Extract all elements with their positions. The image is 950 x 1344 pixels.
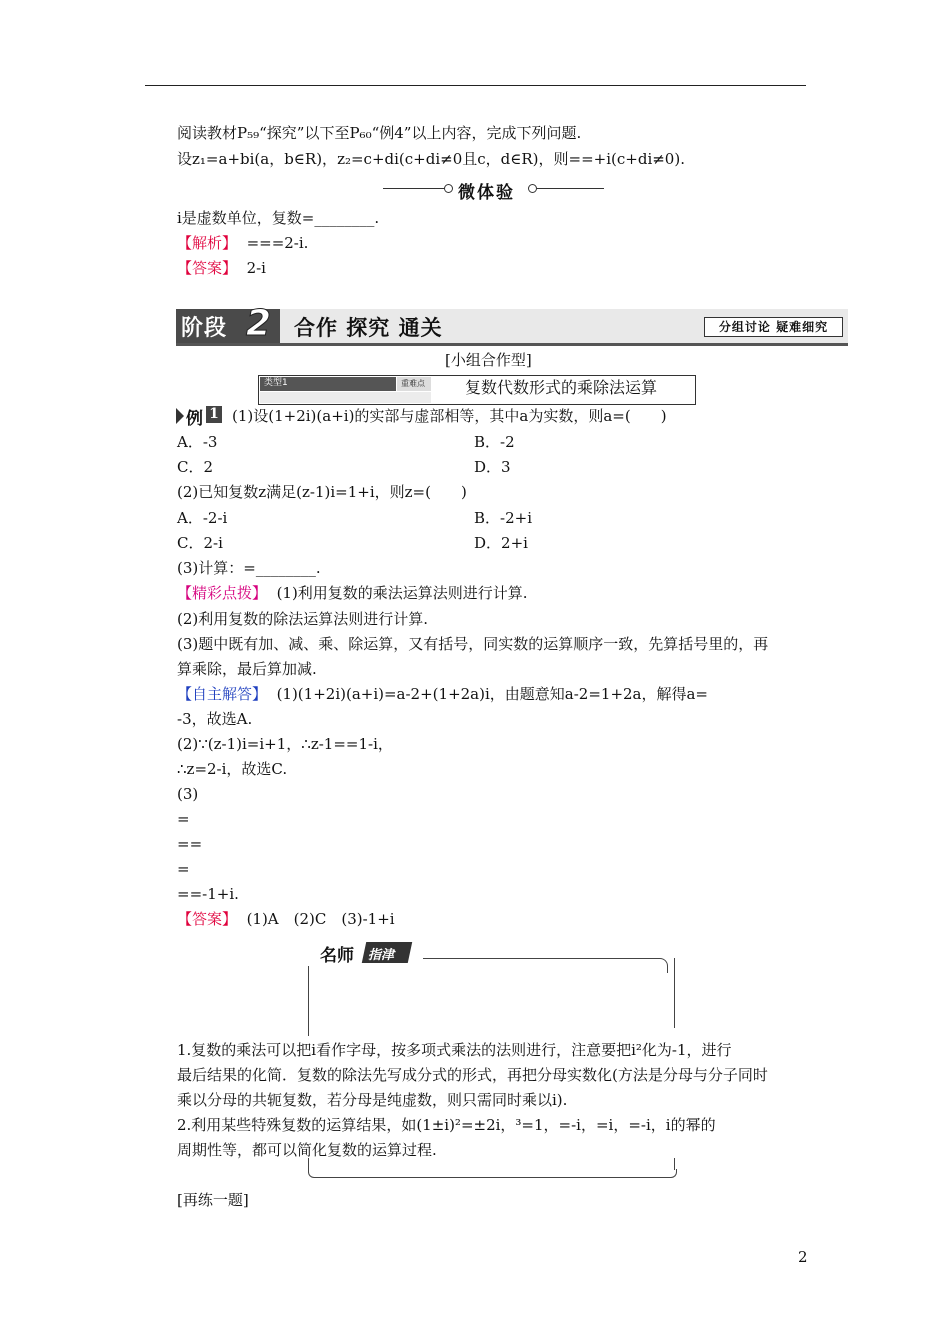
banner-left-line [383,188,445,189]
final-answer-text: (1)A (2)C (3)-1+i [246,910,395,928]
question-3: (3)计算：=________. [177,559,321,577]
final-answer-label: 【答案】 [177,910,238,928]
solution-line-5: (3) [177,785,199,803]
banner-right-line [537,188,604,189]
formula-z2: z₂=c+di(c+di≠0且c，d∈R)， [337,150,554,168]
group-type: [小组合作型] [445,351,532,369]
page-number: 2 [798,1248,808,1266]
header-rule [145,85,806,86]
formula-prefix: 设 [177,150,193,168]
formula-rest: 则==+i(c+di≠0). [553,150,685,168]
note-p1-line-3: 乘以分母的共轭复数，若分母是纯虚数，则只需同时乘以i). [177,1091,568,1109]
solution-line-3: (2)∵(z-1)i=i+1，∴z-1==1-i， [177,735,393,753]
stage-label: 阶段 [181,316,228,341]
solution-line-8: = [177,860,190,878]
micro-analysis [177,233,308,253]
micro-answer [177,258,266,278]
stage-title: 合作 探究 通关 [294,316,443,340]
solution-line-2: -3，故选A. [177,710,253,728]
stage-tag: 分组讨论 疑难细究 [704,317,843,337]
final-answer [177,909,395,929]
example-number: 1 [206,406,222,423]
answer-text: 2-i [246,259,266,277]
teacher-note-subtitle: 指津 [368,948,395,963]
type-title: 复数代数形式的乘除法运算 [465,378,658,397]
solution-line-1 [177,684,708,704]
question-1: (1)设(1+2i)(a+i)的实部与虚部相等，其中a为实数，则a=( ) [232,407,667,425]
division-formula [177,149,685,169]
solution-line-9: ==-1+i. [177,885,239,903]
hint-line-3: (3)题中既有加、减、乘、除运算，又有括号，同实数的运算顺序一致，先算括号里的，再 [177,635,769,653]
q2-option-b: B．-2+i [474,509,533,527]
q1-option-a: A．-3 [177,433,218,451]
hint-line-2: (2)利用复数的除法运算法则进行计算. [177,610,429,628]
q1-option-d: D．3 [474,458,511,476]
note-p1-line-2: 最后结果的化简．复数的除法先写成分式的形式，再把分母实数化(方法是分母与分子同时 [177,1066,768,1084]
solution-line-4: ∴z=2-i，故选C. [177,760,288,778]
banner-right-dot [528,184,537,193]
type-difficulty: 重难点 [401,379,425,388]
reading-instruction: 阅读教材P₅₉“探究”以下至P₆₀“例4”以上内容，完成下列问题. [177,124,582,142]
solution-line-7: == [177,835,203,853]
hint-text-1: (1)利用复数的乘法运算法则进行计算. [276,584,528,602]
q1-option-b: B．-2 [474,433,515,451]
solution-text-1: (1)(1+2i)(a+i)=a-2+(1+2a)i，由题意知a-2=1+2a，解得a= [276,685,709,703]
note-p1-line-1: 1.复数的乘法可以把i看作字母，按多项式乘法的法则进行，注意要把i²化为-1，进行 [177,1041,732,1059]
teacher-note-title: 名师 [320,946,354,966]
type-label: 类型1 [264,378,288,388]
question-2: (2)已知复数z满足(z-1)i=1+i，则z=( ) [177,483,467,501]
answer-label: 【答案】 [177,259,238,277]
solution-label: 【自主解答】 [177,685,268,703]
practice-label: [再练一题] [177,1191,249,1209]
stage-number: 2 [246,303,272,344]
hint-label: 【精彩点拨】 [177,584,268,602]
banner-left-dot [444,184,453,193]
example-word: 例 [186,409,203,429]
solution-line-6: = [177,810,190,828]
type-stripe [260,392,431,403]
micro-experience-title: 微体验 [458,183,515,203]
example-arrow-icon [176,408,184,424]
analysis-text: ===2-i. [246,234,309,252]
q2-option-c: C．2-i [177,534,223,552]
note-p2-line-2: 周期性等，都可以简化复数的运算过程. [177,1141,437,1159]
q2-option-d: D．2+i [474,534,528,552]
hint-line-4: 算乘除，最后算加减. [177,660,317,678]
note-p2-line-1: 2.利用某些特殊复数的运算结果，如(1±i)²=±2i，³=1，=-i，=i，=-i，i的幂的 [177,1116,716,1134]
q2-option-a: A．-2-i [177,509,228,527]
hint-line-1 [177,583,528,603]
q1-option-c: C．2 [177,458,214,476]
micro-question: i是虚数单位，复数=________. [177,209,380,227]
analysis-label: 【解析】 [177,234,238,252]
formula-z1: z₁=a+bi(a，b∈R)， [192,150,338,168]
